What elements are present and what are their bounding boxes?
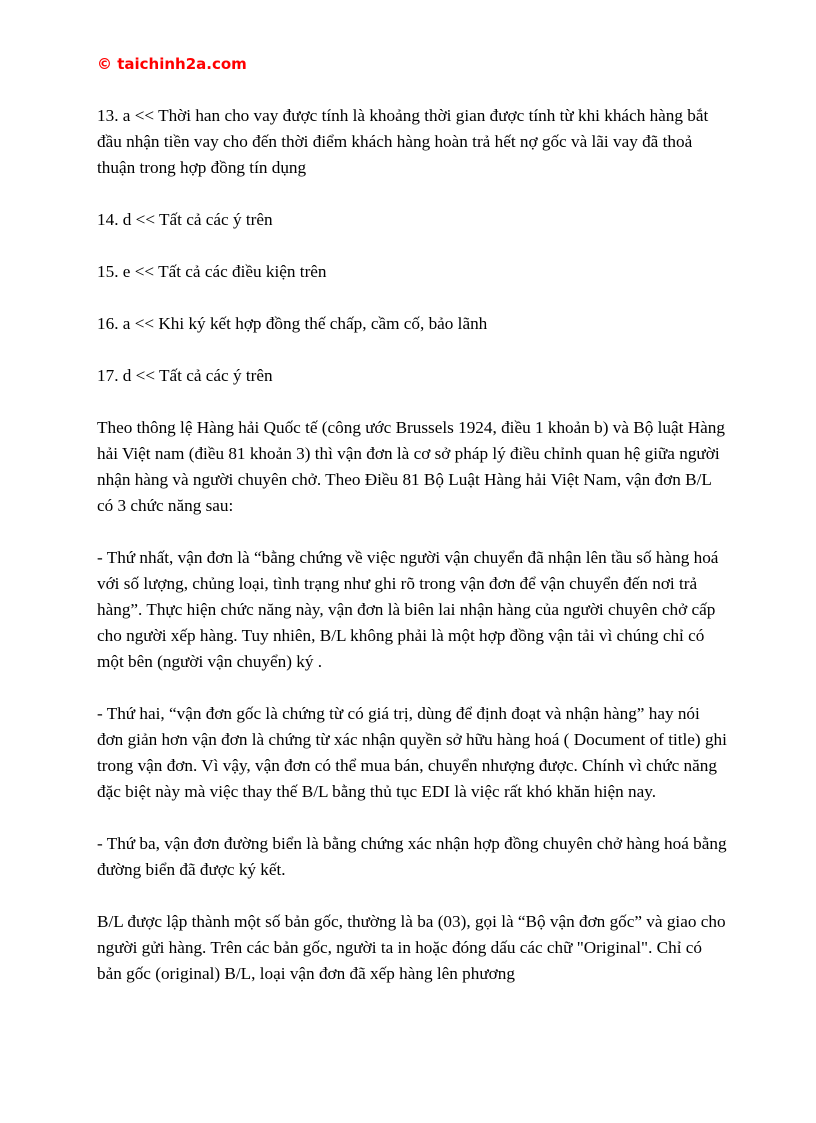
function-one: - Thứ nhất, vận đơn là “bằng chứng về việc người vận chuyển đã nhận lên tầu số hàng hoá với số lượng, chủng loại, tình trạng như ghi rõ trong vận đơn để vận chuyển đến nơi trả hàng”. Thực hiện chức năng này, vận đơn là biên lai nhận hàng của người chuyên chở cấp cho người xếp hàng. Tuy nhiên, B/L không phải là một hợp đồng vận tải vì chúng chỉ có một bên (người vận chuyển) ký .	[97, 548, 719, 671]
function-two: - Thứ hai, “vận đơn gốc là chứng từ có giá trị, dùng để định đoạt và nhận hàng” hay nói đơn giản hơn vận đơn là chứng từ xác nhận quyền sở hữu hàng hoá ( Document of title) ghi trong vận đơn. Vì vậy, vận đơn có thể mua bán, chuyển nhượng được. Chính vì chức năng đặc biệt này mà việc thay thế B/L bằng thủ tục EDI là việc rất khó khăn hiện nay.	[97, 704, 727, 801]
original-bl-paragraph: B/L được lập thành một số bản gốc, thường là ba (03), gọi là “Bộ vận đơn gốc” và giao cho người gửi hàng. Trên các bản gốc, người ta in hoặc đóng dấu các chữ "Original". Chỉ có bản gốc (original) B/L, loại vận đơn đã xếp hàng lên phương	[97, 912, 726, 983]
document-body	[97, 103, 727, 1013]
answer-16: 16. a << Khi ký kết hợp đồng thế chấp, cầm cố, bảo lãnh	[97, 314, 488, 333]
site-watermark: © taichinh2a.com	[97, 55, 247, 73]
answer-15: 15. e << Tất cả các điều kiện trên	[97, 262, 327, 281]
answer-14: 14. d << Tất cả các ý trên	[97, 210, 273, 229]
answer-17: 17. d << Tất cả các ý trên	[97, 366, 273, 385]
function-three: - Thứ ba, vận đơn đường biển là bằng chứng xác nhận hợp đồng chuyên chở hàng hoá bằng đường biển đã được ký kết.	[97, 834, 727, 879]
bill-of-lading-intro: Theo thông lệ Hàng hải Quốc tế (công ước Brussels 1924, điều 1 khoản b) và Bộ luật Hàng hải Việt nam (điều 81 khoản 3) thì vận đơn là cơ sở pháp lý điều chỉnh quan hệ giữa người nhận hàng và người chuyên chở. Theo Điều 81 Bộ Luật Hàng hải Việt Nam, vận đơn B/L có 3 chức năng sau:	[97, 418, 725, 515]
answer-13: 13. a << Thời han cho vay được tính là khoảng thời gian được tính từ khi khách hàng bắt đầu nhận tiền vay cho đến thời điểm khách hàng hoàn trả hết nợ gốc và lãi vay đã thoả thuận trong hợp đồng tín dụng	[97, 106, 709, 177]
